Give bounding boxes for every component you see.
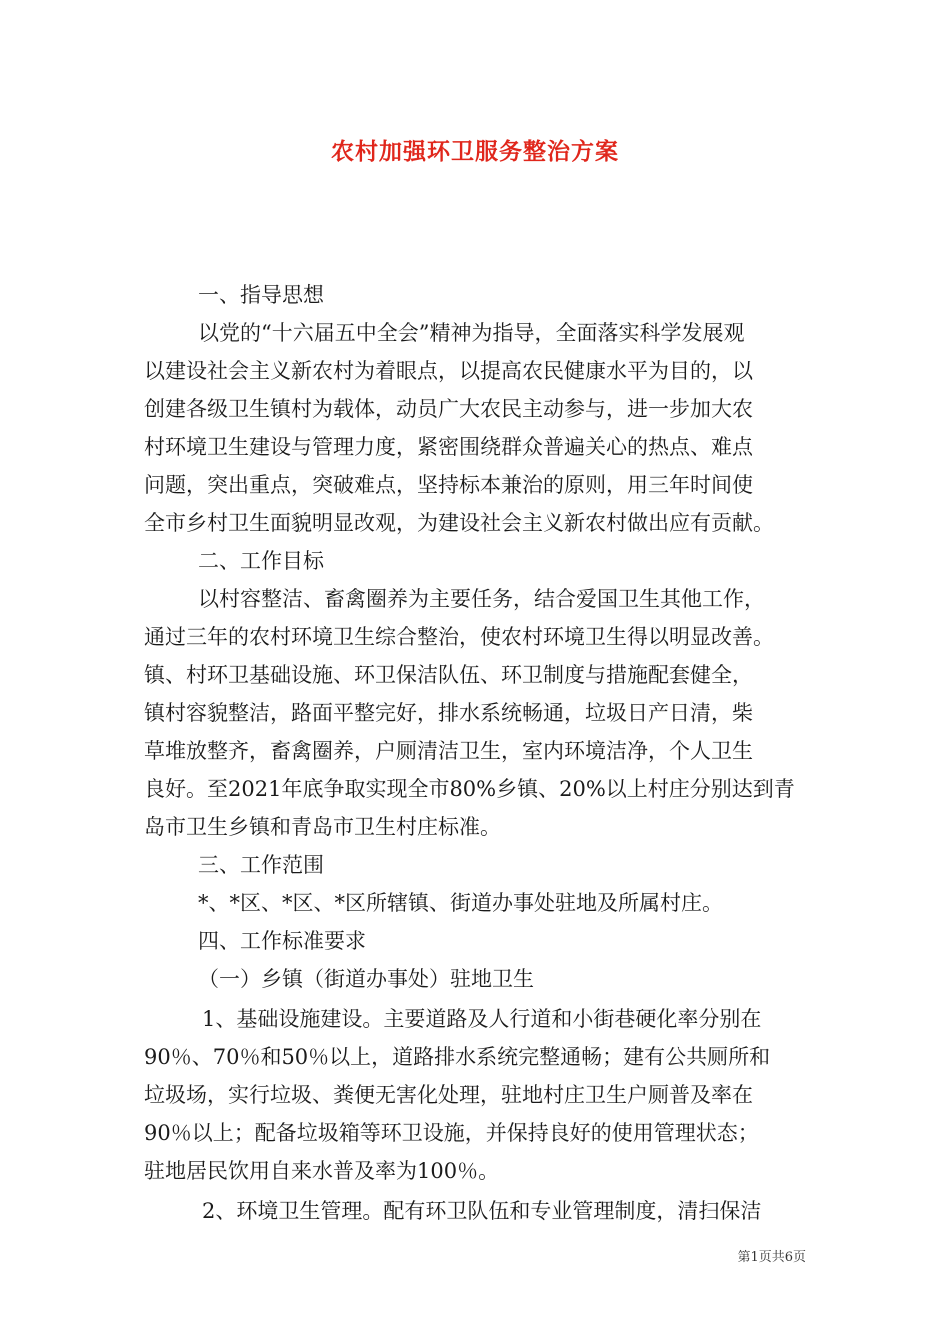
paragraph-line: 草堆放整齐，畜禽圈养，户厕清洁卫生，室内环境洁净，个人卫生 (144, 739, 753, 763)
paragraph-line: 2、环境卫生管理。配有环卫队伍和专业管理制度，清扫保洁 (202, 1199, 762, 1223)
paragraph-line: 良好。至2021年底争取实现全市80%乡镇、20%以上村庄分别达到青 (144, 777, 795, 801)
paragraph-line: 1、基础设施建设。主要道路及人行道和小街巷硬化率分别在 (202, 1007, 762, 1031)
heading-work-standards: 四、工作标准要求 (198, 929, 366, 953)
page-number: 第1页共6页 (737, 1250, 806, 1265)
paragraph-line: 镇村容貌整洁，路面平整完好，排水系统畅通，垃圾日产日清，柴 (144, 701, 753, 725)
paragraph-line: 以党的“十六届五中全会”精神为指导，全面落实科学发展观 (198, 321, 745, 345)
paragraph-line: 驻地居民饮用自来水普及率为100％。 (144, 1159, 500, 1183)
heading-work-scope: 三、工作范围 (198, 853, 324, 877)
paragraph-line: 镇、村环卫基础设施、环卫保洁队伍、环卫制度与措施配套健全， (144, 663, 753, 687)
heading-guiding-ideology: 一、指导思想 (198, 283, 324, 307)
paragraph-line: 垃圾场，实行垃圾、粪便无害化处理，驻地村庄卫生户厕普及率在 (144, 1083, 753, 1107)
paragraph-line: 创建各级卫生镇村为载体，动员广大农民主动参与，进一步加大农 (144, 397, 753, 421)
paragraph-line: 通过三年的农村环境卫生综合整治，使农村环境卫生得以明显改善。 (144, 625, 774, 649)
paragraph-line: 以建设社会主义新农村为着眼点，以提高农民健康水平为目的，以 (144, 359, 753, 383)
paragraph-line: 村环境卫生建设与管理力度，紧密围绕群众普遍关心的热点、难点 (144, 435, 753, 459)
subheading-township-hygiene: （一）乡镇（街道办事处）驻地卫生 (198, 967, 534, 991)
document-title: 农村加强环卫服务整治方案 (331, 138, 619, 165)
paragraph-line: 全市乡村卫生面貌明显改观，为建设社会主义新农村做出应有贡献。 (144, 511, 774, 535)
paragraph-line: 问题，突出重点，突破难点，坚持标本兼治的原则，用三年时间使 (144, 473, 753, 497)
document-body (144, 276, 804, 1230)
paragraph-line: 以村容整洁、畜禽圈养为主要任务，结合爱国卫生其他工作， (198, 587, 765, 611)
paragraph-line: 岛市卫生乡镇和青岛市卫生村庄标准。 (144, 815, 501, 839)
paragraph-line: *、*区、*区、*区所辖镇、街道办事处驻地及所属村庄。 (198, 891, 723, 915)
paragraph-line: 90％、70％和50％以上，道路排水系统完整通畅；建有公共厕所和 (144, 1045, 771, 1069)
paragraph-line: 90％以上；配备垃圾箱等环卫设施，并保持良好的使用管理状态； (144, 1121, 759, 1145)
heading-work-goals: 二、工作目标 (198, 549, 324, 573)
